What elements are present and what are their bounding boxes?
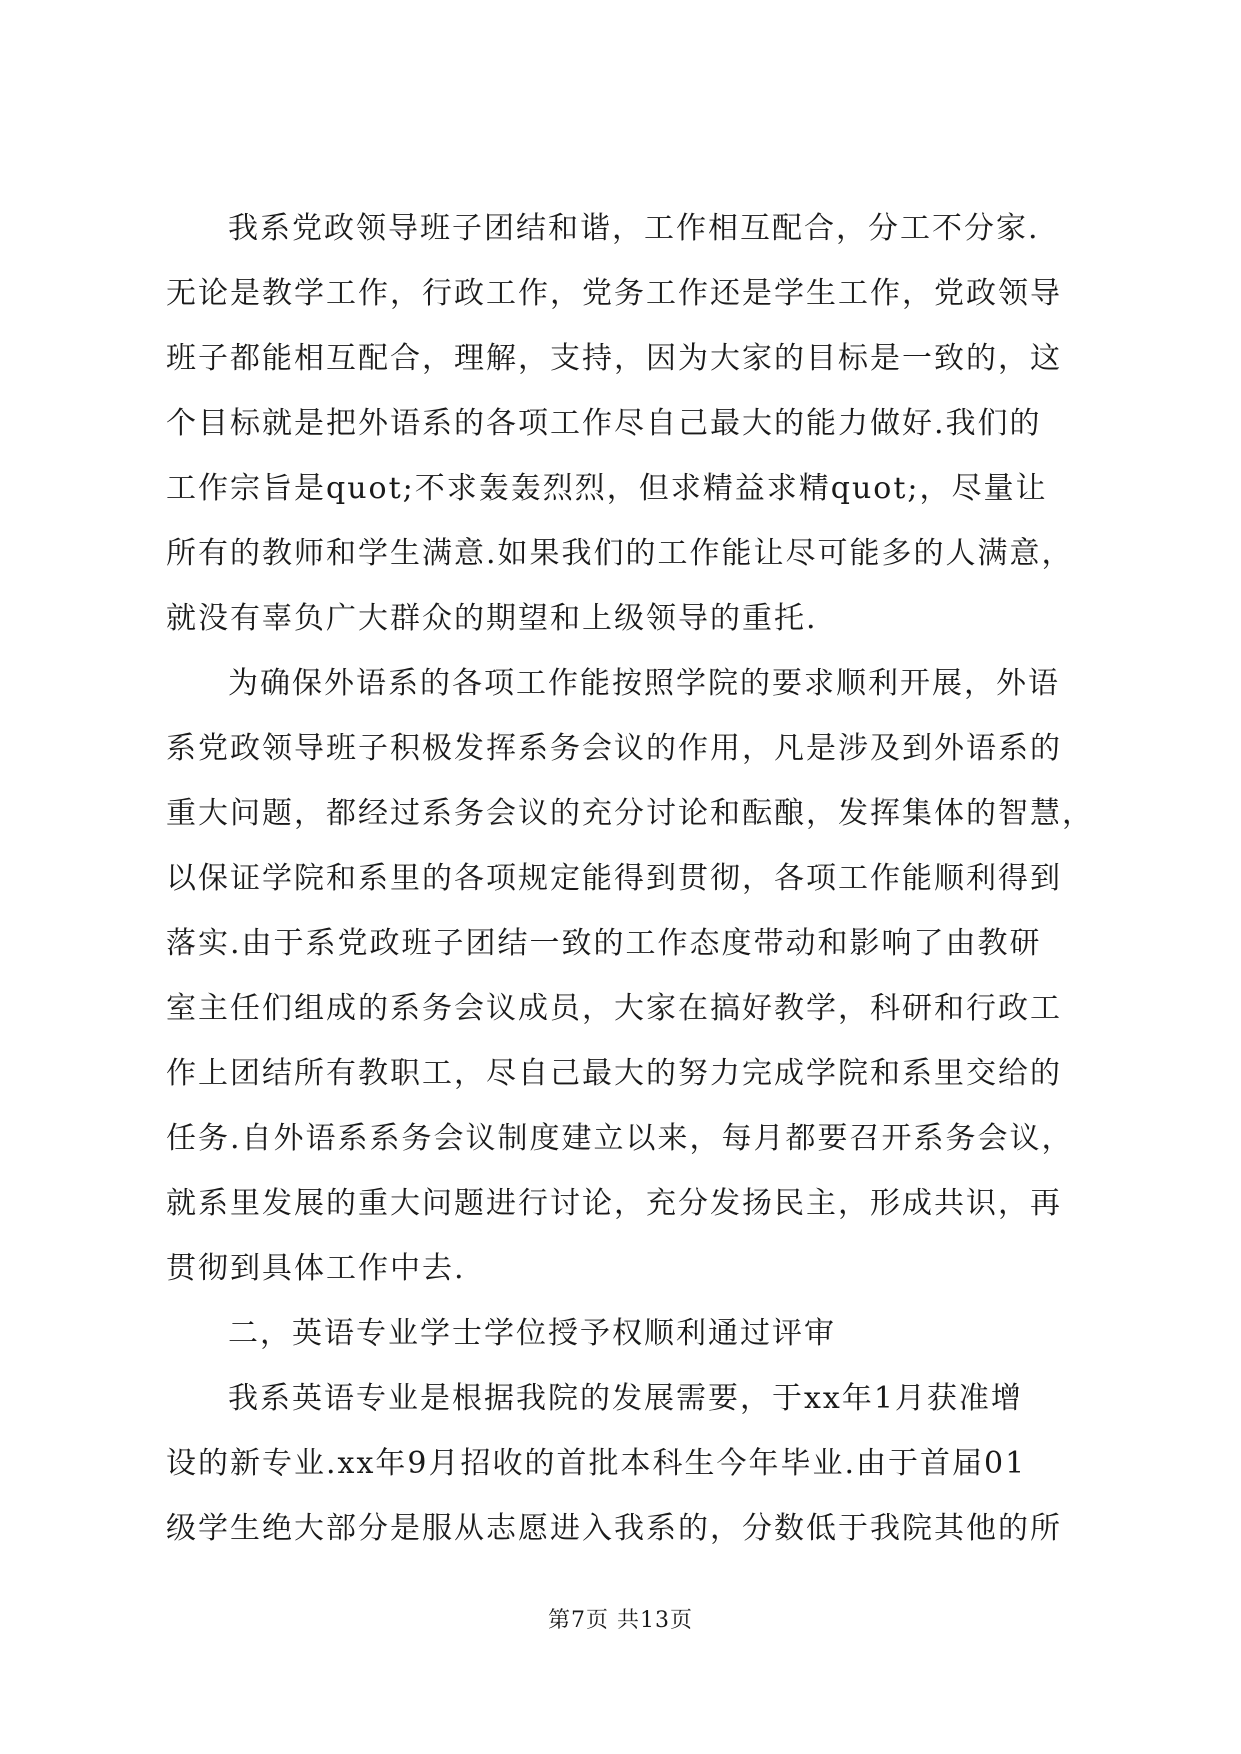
text-line: 作上团结所有教职工，尽自己最大的努力完成学院和系里交给的 xyxy=(166,1056,1062,1091)
text-line: 二，英语专业学士学位授予权顺利通过评审 xyxy=(228,1316,836,1351)
document-body xyxy=(166,208,1094,1573)
text-line: 就系里发展的重大问题进行讨论，充分发扬民主，形成共识，再 xyxy=(166,1186,1062,1221)
text-line: 以保证学院和系里的各项规定能得到贯彻，各项工作能顺利得到 xyxy=(166,861,1062,896)
text-line: 重大问题，都经过系务会议的充分讨论和酝酿，发挥集体的智慧， xyxy=(166,796,1094,831)
text-line: 任务.自外语系系务会议制度建立以来，每月都要召开系务会议， xyxy=(166,1121,1074,1156)
text-line: 设的新专业.xx年9月招收的首批本科生今年毕业.由于首届01 xyxy=(166,1446,1027,1481)
text-line: 就没有辜负广大群众的期望和上级领导的重托. xyxy=(166,601,818,636)
text-line: 系党政领导班子积极发挥系务会议的作用，凡是涉及到外语系的 xyxy=(166,731,1062,766)
text-line: 我系英语专业是根据我院的发展需要，于xx年1月获准增 xyxy=(228,1381,1023,1416)
text-line: 班子都能相互配合，理解，支持，因为大家的目标是一致的，这 xyxy=(166,341,1062,376)
text-line: 室主任们组成的系务会议成员，大家在搞好教学，科研和行政工 xyxy=(166,991,1062,1026)
text-line: 级学生绝大部分是服从志愿进入我系的，分数低于我院其他的所 xyxy=(166,1511,1062,1546)
text-line: 所有的教师和学生满意.如果我们的工作能让尽可能多的人满意， xyxy=(166,536,1074,571)
text-line: 个目标就是把外语系的各项工作尽自己最大的能力做好.我们的 xyxy=(166,406,1042,441)
text-line: 工作宗旨是quot;不求轰轰烈烈，但求精益求精quot;，尽量让 xyxy=(166,471,1048,506)
text-line: 落实.由于系党政班子团结一致的工作态度带动和影响了由教研 xyxy=(166,926,1042,961)
text-line: 贯彻到具体工作中去. xyxy=(166,1251,466,1286)
text-line: 无论是教学工作，行政工作，党务工作还是学生工作，党政领导 xyxy=(166,276,1062,311)
text-line: 我系党政领导班子团结和谐，工作相互配合，分工不分家. xyxy=(228,211,1040,246)
page-footer: 第7页 共13页 xyxy=(548,1608,693,1633)
text-line: 为确保外语系的各项工作能按照学院的要求顺利开展，外语 xyxy=(228,666,1060,701)
